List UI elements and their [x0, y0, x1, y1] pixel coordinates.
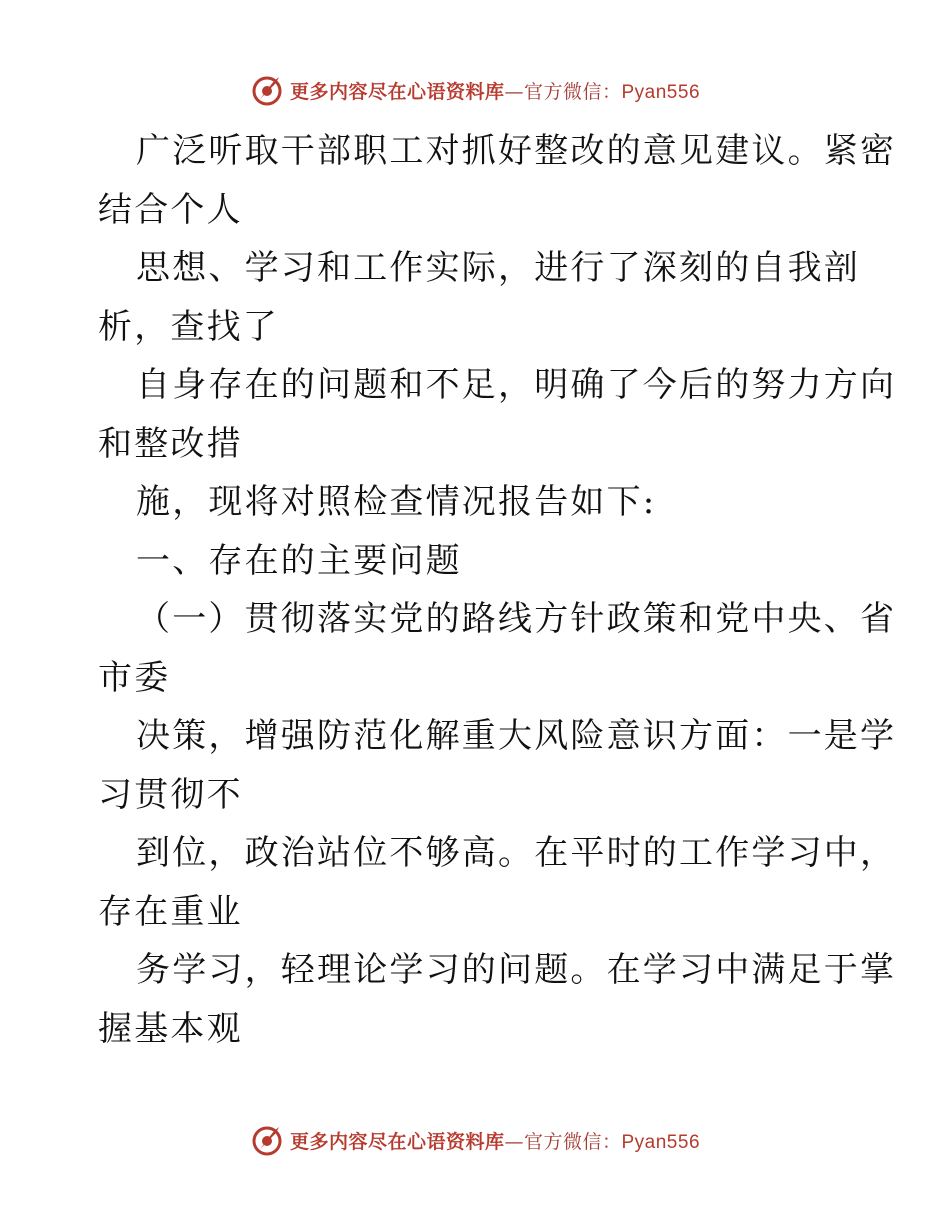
banner-wechat-id: Pyan556 — [621, 81, 701, 103]
subsection-heading: （一）贯彻落实党的路线方针政策和党中央、省 — [136, 599, 897, 639]
text-line: 思想、学习和工作实际，进行了深刻的自我剖 — [136, 248, 860, 288]
banner-text — [290, 77, 700, 104]
text-line: 施，现将对照检查情况报告如下: — [136, 482, 657, 522]
text-line: 广泛听取干部职工对抓好整改的意见建议。紧密 — [136, 131, 897, 171]
quill-pen-logo-icon — [250, 1123, 284, 1157]
header-banner — [0, 70, 950, 110]
banner-sub-text: 官方微信： — [523, 1130, 622, 1153]
quill-pen-logo-icon — [250, 73, 284, 107]
text-line: 握基本观 — [98, 1008, 243, 1049]
text-line: 结合个人 — [98, 189, 243, 230]
text-line: 存在重业 — [98, 891, 243, 932]
text-line: 决策，增强防范化解重大风险意识方面：一是学 — [136, 716, 897, 756]
banner-wechat-id: Pyan556 — [621, 1131, 701, 1153]
text-line: 和整改措 — [98, 423, 243, 464]
banner-separator: — — [504, 80, 524, 103]
text-line: 到位，政治站位不够高。在平时的工作学习中， — [136, 833, 897, 873]
footer-banner — [0, 1120, 950, 1160]
section-heading: 一、存在的主要问题 — [136, 540, 462, 581]
banner-text — [290, 1127, 700, 1154]
banner-separator: — — [504, 1130, 524, 1153]
text-line: 析，查找了 — [98, 306, 279, 347]
banner-main-text: 更多内容尽在心语资料库 — [289, 1130, 505, 1153]
text-line: 自身存在的问题和不足，明确了今后的努力方向 — [136, 365, 897, 405]
text-line: 市委 — [98, 657, 171, 698]
text-line: 务学习，轻理论学习的问题。在学习中满足于掌 — [136, 950, 897, 990]
text-line: 习贯彻不 — [98, 774, 243, 815]
banner-sub-text: 官方微信： — [523, 80, 622, 103]
document-body — [98, 122, 897, 1058]
banner-main-text: 更多内容尽在心语资料库 — [289, 80, 505, 103]
